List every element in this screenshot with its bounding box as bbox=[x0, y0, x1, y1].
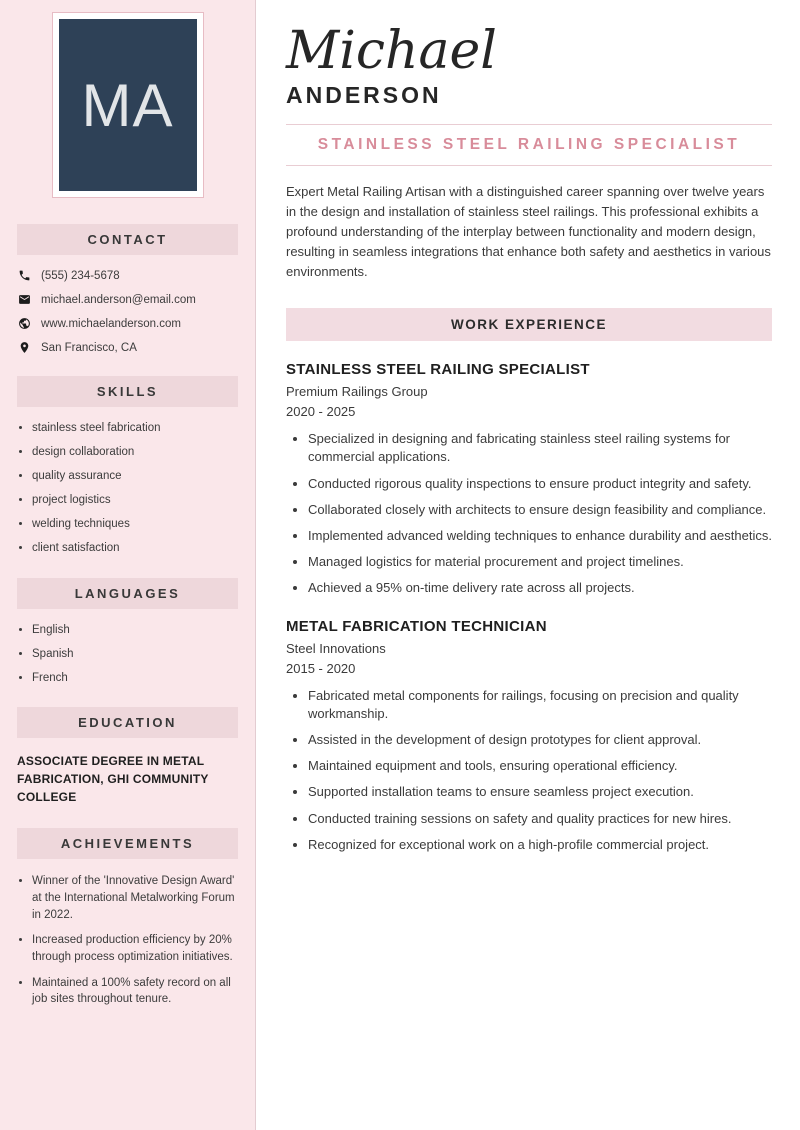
languages-section bbox=[17, 578, 238, 686]
contact-list bbox=[17, 269, 238, 354]
phone-icon bbox=[17, 269, 31, 282]
job-entry bbox=[286, 361, 772, 597]
first-name: Michael bbox=[286, 21, 497, 81]
contact-section bbox=[17, 224, 238, 354]
languages-list bbox=[17, 623, 238, 686]
job-bullet: • Supported installation teams to ensure seamless project execution. bbox=[308, 783, 772, 801]
skill-item: • welding techniques bbox=[32, 517, 238, 532]
language-item: • Spanish bbox=[32, 647, 238, 662]
job-bullet: • Specialized in designing and fabricating stainless steel railing systems for commercial applications. bbox=[308, 430, 772, 466]
skills-section bbox=[17, 376, 238, 556]
professional-summary: Expert Metal Railing Artisan with a distinguished career spanning over twelve years in the design and installation of stainless steel railings. This professional exhibits a profound understanding of the interplay between functionality and modern design, resulting in seamless integrations that enhance both safety and aesthetics in various environments. bbox=[286, 183, 771, 280]
contact-website bbox=[17, 317, 238, 330]
job-bullet: • Conducted training sessions on safety and quality practices for new hires. bbox=[308, 810, 772, 828]
skill-item: • design collaboration bbox=[32, 445, 238, 460]
skills-list bbox=[17, 421, 238, 556]
job-bullet: • Assisted in the development of design prototypes for client approval. bbox=[308, 731, 772, 749]
location-icon bbox=[17, 341, 31, 354]
work-experience-header: WORK EXPERIENCE bbox=[286, 308, 772, 341]
language-item: • French bbox=[32, 671, 238, 686]
skill-item: • client satisfaction bbox=[32, 541, 238, 556]
job-bullet: • Fabricated metal components for railings, focusing on precision and quality workmanship. bbox=[308, 687, 772, 723]
job-company: Steel Innovations bbox=[286, 640, 386, 656]
education-section bbox=[17, 707, 238, 806]
achievement-item: • Increased production efficiency by 20% through process optimization initiatives. bbox=[32, 932, 238, 965]
languages-section-header: LANGUAGES bbox=[17, 578, 238, 609]
skills-section-header: SKILLS bbox=[17, 376, 238, 407]
skill-item: • stainless steel fabrication bbox=[32, 421, 238, 436]
contact-location bbox=[17, 341, 238, 354]
job-bullets bbox=[286, 687, 772, 854]
language-item: • English bbox=[32, 623, 238, 638]
job-bullet: • Conducted rigorous quality inspections to ensure product integrity and safety. bbox=[308, 475, 772, 493]
last-name: ANDERSON bbox=[286, 81, 442, 108]
job-bullet: • Collaborated closely with architects to ensure design feasibility and compliance. bbox=[308, 501, 772, 519]
job-company: Premium Railings Group bbox=[286, 384, 428, 400]
divider bbox=[286, 165, 772, 166]
job-dates: 2015 - 2020 bbox=[286, 660, 356, 676]
achievements-list bbox=[17, 873, 238, 1008]
job-bullet: • Maintained equipment and tools, ensuring operational efficiency. bbox=[308, 757, 772, 775]
job-dates: 2020 - 2025 bbox=[286, 404, 356, 420]
contact-phone bbox=[17, 269, 238, 282]
achievement-item: • Winner of the 'Innovative Design Award' at the International Metalworking Forum in 2022. bbox=[32, 873, 238, 923]
job-bullet: • Achieved a 95% on-time delivery rate across all projects. bbox=[308, 579, 772, 597]
achievement-item: • Maintained a 100% safety record on all job sites throughout tenure. bbox=[32, 975, 238, 1008]
job-bullet: • Implemented advanced welding techniques to enhance durability and aesthetics. bbox=[308, 527, 772, 545]
job-title: STAINLESS STEEL RAILING SPECIALIST bbox=[286, 361, 590, 379]
avatar-background bbox=[59, 19, 197, 191]
achievements-section-header: ACHIEVEMENTS bbox=[17, 828, 238, 859]
sidebar bbox=[0, 0, 256, 1130]
contact-section-header: CONTACT bbox=[17, 224, 238, 255]
contact-location-value: San Francisco, CA bbox=[41, 341, 137, 354]
main-content bbox=[256, 0, 800, 1130]
achievements-section bbox=[17, 828, 238, 1008]
skill-item: • quality assurance bbox=[32, 469, 238, 484]
contact-website-value: www.michaelanderson.com bbox=[41, 317, 181, 330]
job-title: METAL FABRICATION TECHNICIAN bbox=[286, 617, 547, 635]
contact-email-value: michael.anderson@email.com bbox=[41, 293, 196, 306]
job-bullets bbox=[286, 430, 772, 597]
contact-email bbox=[17, 293, 238, 306]
job-title-heading: STAINLESS STEEL RAILING SPECIALIST bbox=[317, 135, 741, 153]
email-icon bbox=[17, 293, 31, 306]
contact-phone-value: (555) 234-5678 bbox=[41, 269, 120, 282]
avatar bbox=[52, 12, 204, 198]
skill-item: • project logistics bbox=[32, 493, 238, 508]
job-entry bbox=[286, 618, 772, 854]
job-bullet: • Recognized for exceptional work on a high-profile commercial project. bbox=[308, 836, 772, 854]
education-section-header: EDUCATION bbox=[17, 707, 238, 738]
education-degree: ASSOCIATE DEGREE IN METAL FABRICATION, GHI COMMUNITY COLLEGE bbox=[17, 754, 209, 805]
avatar-initials: MA bbox=[81, 71, 174, 139]
globe-icon bbox=[17, 317, 31, 330]
job-bullet: • Managed logistics for material procurement and project timelines. bbox=[308, 553, 772, 571]
